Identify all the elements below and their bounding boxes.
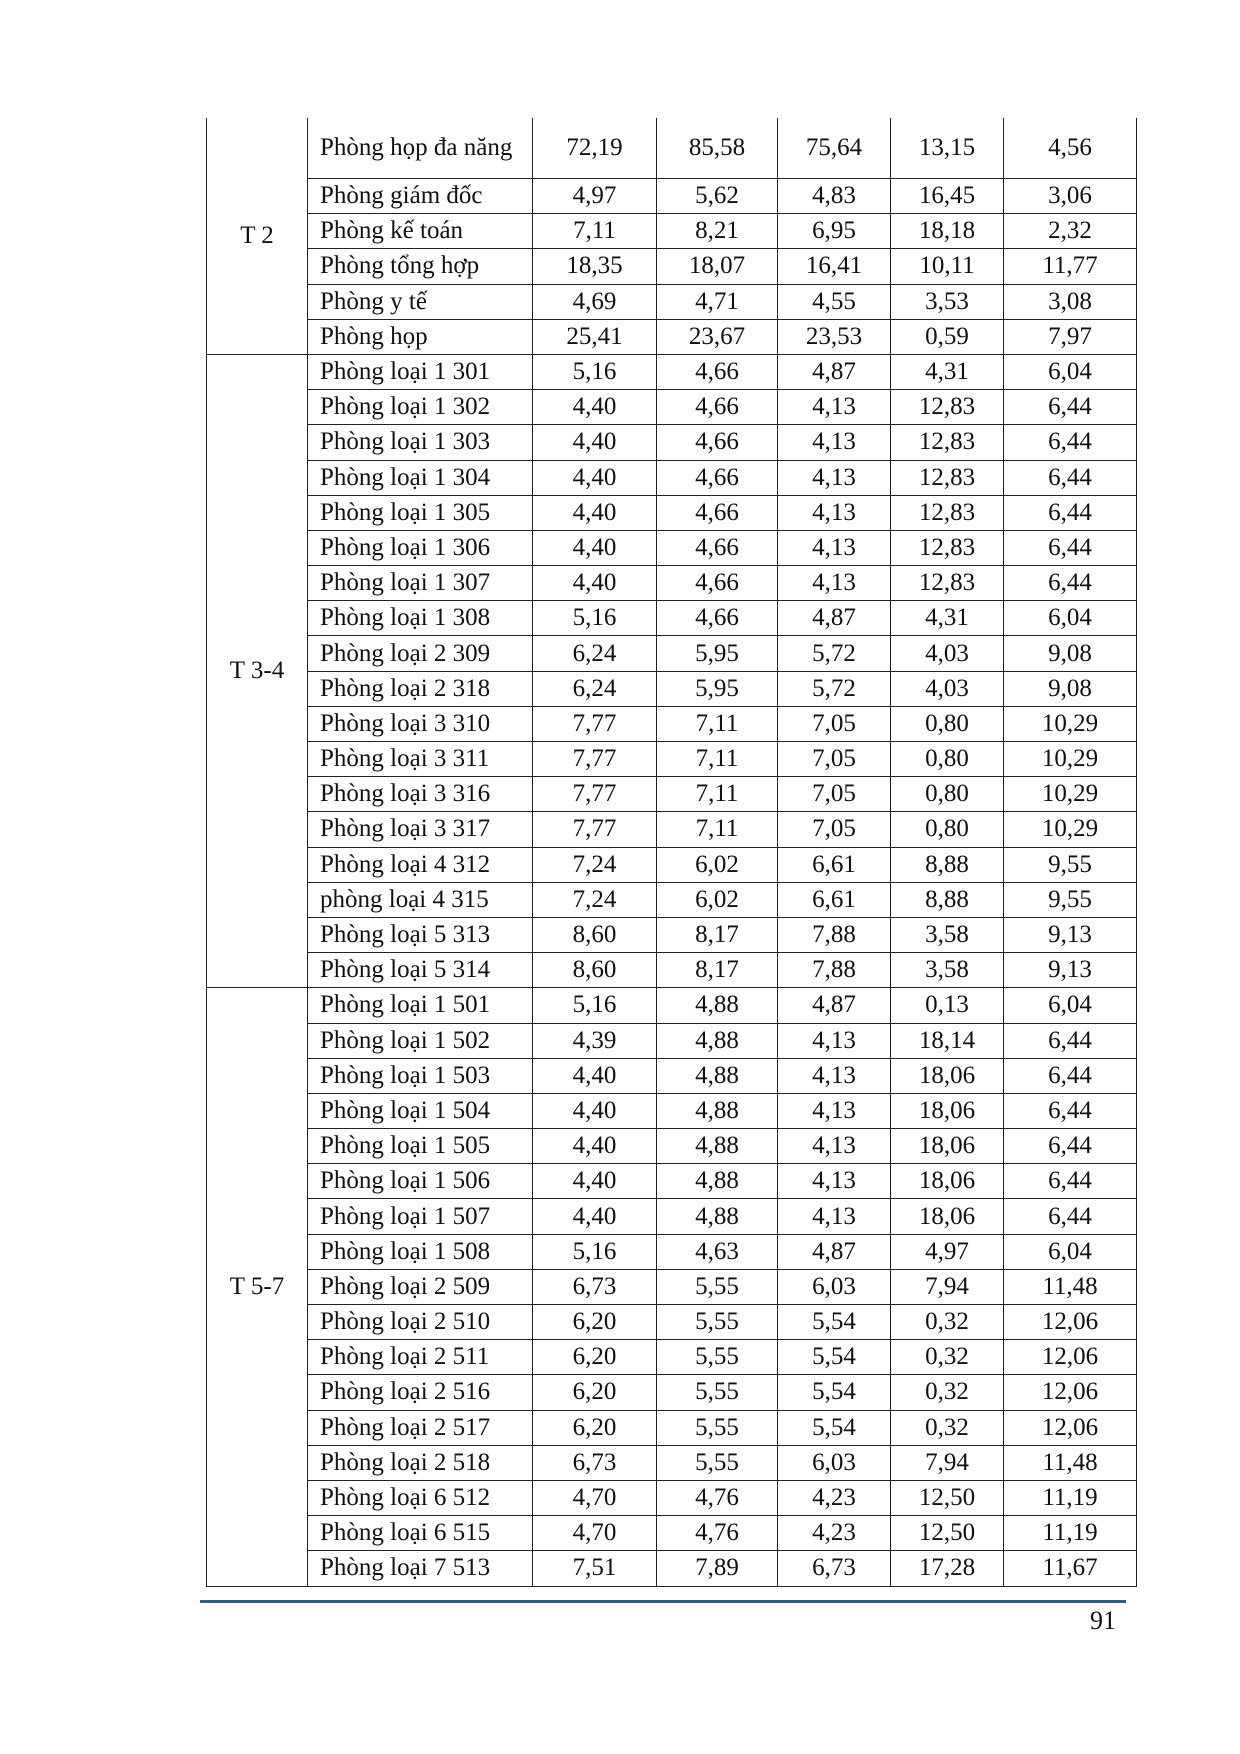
table-row (207, 1516, 1137, 1551)
value-cell: 6,44 (1004, 566, 1137, 601)
table-row (207, 812, 1137, 847)
value-cell: 4,55 (778, 284, 891, 319)
value-cell: 4,88 (657, 988, 778, 1023)
value-cell: 18,06 (891, 1058, 1004, 1093)
room-name-cell: Phòng loại 1 305 (308, 495, 533, 530)
room-name-cell: Phòng loại 2 318 (308, 671, 533, 706)
value-cell: 7,94 (891, 1269, 1004, 1304)
value-cell: 6,73 (778, 1551, 891, 1586)
table-row (207, 1340, 1137, 1375)
value-cell: 7,05 (778, 742, 891, 777)
value-cell: 12,06 (1004, 1305, 1137, 1340)
value-cell: 18,18 (891, 214, 1004, 249)
value-cell: 11,19 (1004, 1516, 1137, 1551)
room-name-cell: Phòng loại 3 310 (308, 706, 533, 741)
value-cell: 11,48 (1004, 1445, 1137, 1480)
value-cell: 4,40 (533, 390, 657, 425)
value-cell: 6,04 (1004, 601, 1137, 636)
value-cell: 11,48 (1004, 1269, 1137, 1304)
value-cell: 6,02 (657, 847, 778, 882)
room-name-cell: Phòng loại 1 303 (308, 425, 533, 460)
value-cell: 6,04 (1004, 354, 1137, 389)
room-name-cell: Phòng loại 3 317 (308, 812, 533, 847)
room-name-cell: Phòng loại 1 501 (308, 988, 533, 1023)
table-row (207, 354, 1137, 389)
room-name-cell: Phòng loại 2 509 (308, 1269, 533, 1304)
room-name-cell: Phòng loại 1 505 (308, 1129, 533, 1164)
value-cell: 4,88 (657, 1023, 778, 1058)
table-row (207, 1375, 1137, 1410)
value-cell: 5,72 (778, 671, 891, 706)
table-row (207, 1093, 1137, 1128)
room-name-cell: Phòng giám đốc (308, 179, 533, 214)
value-cell: 12,83 (891, 425, 1004, 460)
table-row (207, 917, 1137, 952)
value-cell: 8,60 (533, 917, 657, 952)
value-cell: 6,20 (533, 1305, 657, 1340)
value-cell: 4,31 (891, 601, 1004, 636)
value-cell: 3,58 (891, 953, 1004, 988)
value-cell: 5,55 (657, 1340, 778, 1375)
value-cell: 5,62 (657, 179, 778, 214)
value-cell: 3,06 (1004, 179, 1137, 214)
value-cell: 4,13 (778, 530, 891, 565)
value-cell: 6,24 (533, 636, 657, 671)
value-cell: 9,08 (1004, 636, 1137, 671)
value-cell: 4,13 (778, 1199, 891, 1234)
value-cell: 7,11 (657, 812, 778, 847)
value-cell: 0,13 (891, 988, 1004, 1023)
room-name-cell: Phòng loại 6 515 (308, 1516, 533, 1551)
table-row (207, 742, 1137, 777)
room-name-cell: Phòng loại 1 502 (308, 1023, 533, 1058)
footer-rule (200, 1600, 1126, 1603)
value-cell: 4,13 (778, 1129, 891, 1164)
value-cell: 23,67 (657, 319, 778, 354)
value-cell: 7,88 (778, 917, 891, 952)
table-row (207, 460, 1137, 495)
value-cell: 5,55 (657, 1410, 778, 1445)
value-cell: 0,32 (891, 1340, 1004, 1375)
value-cell: 0,80 (891, 812, 1004, 847)
table-row (207, 214, 1137, 249)
value-cell: 8,60 (533, 953, 657, 988)
room-name-cell: Phòng loại 2 309 (308, 636, 533, 671)
value-cell: 7,77 (533, 777, 657, 812)
value-cell: 5,55 (657, 1305, 778, 1340)
table-row (207, 425, 1137, 460)
value-cell: 12,83 (891, 566, 1004, 601)
value-cell: 4,56 (1004, 118, 1137, 179)
table-row (207, 777, 1137, 812)
table-row (207, 495, 1137, 530)
value-cell: 6,20 (533, 1375, 657, 1410)
room-name-cell: Phòng loại 1 301 (308, 354, 533, 389)
value-cell: 17,28 (891, 1551, 1004, 1586)
value-cell: 4,66 (657, 530, 778, 565)
value-cell: 4,40 (533, 1093, 657, 1128)
table-row (207, 1164, 1137, 1199)
value-cell: 5,55 (657, 1445, 778, 1480)
value-cell: 18,06 (891, 1129, 1004, 1164)
value-cell: 12,83 (891, 460, 1004, 495)
value-cell: 6,44 (1004, 1164, 1137, 1199)
value-cell: 4,40 (533, 1199, 657, 1234)
value-cell: 0,32 (891, 1375, 1004, 1410)
value-cell: 4,40 (533, 1129, 657, 1164)
value-cell: 12,06 (1004, 1340, 1137, 1375)
value-cell: 4,88 (657, 1129, 778, 1164)
table-row (207, 988, 1137, 1023)
value-cell: 4,76 (657, 1516, 778, 1551)
value-cell: 6,44 (1004, 1093, 1137, 1128)
table-row (207, 1269, 1137, 1304)
value-cell: 4,76 (657, 1480, 778, 1515)
value-cell: 5,16 (533, 601, 657, 636)
value-cell: 5,55 (657, 1269, 778, 1304)
floor-group-label: T 5-7 (207, 988, 308, 1586)
value-cell: 0,80 (891, 777, 1004, 812)
value-cell: 5,16 (533, 1234, 657, 1269)
room-name-cell: Phòng loại 1 504 (308, 1093, 533, 1128)
value-cell: 6,04 (1004, 1234, 1137, 1269)
value-cell: 5,55 (657, 1375, 778, 1410)
value-cell: 4,87 (778, 601, 891, 636)
room-name-cell: Phòng loại 2 517 (308, 1410, 533, 1445)
value-cell: 6,04 (1004, 988, 1137, 1023)
value-cell: 4,40 (533, 530, 657, 565)
table-row (207, 1445, 1137, 1480)
value-cell: 23,53 (778, 319, 891, 354)
room-name-cell: Phòng loại 3 311 (308, 742, 533, 777)
value-cell: 4,87 (778, 988, 891, 1023)
value-cell: 8,88 (891, 882, 1004, 917)
table-row (207, 530, 1137, 565)
value-cell: 7,89 (657, 1551, 778, 1586)
value-cell: 5,54 (778, 1340, 891, 1375)
value-cell: 4,03 (891, 636, 1004, 671)
value-cell: 4,13 (778, 1093, 891, 1128)
value-cell: 0,32 (891, 1410, 1004, 1445)
value-cell: 6,73 (533, 1269, 657, 1304)
value-cell: 7,24 (533, 882, 657, 917)
value-cell: 85,58 (657, 118, 778, 179)
value-cell: 4,97 (891, 1234, 1004, 1269)
value-cell: 5,95 (657, 636, 778, 671)
room-name-cell: Phòng loại 2 510 (308, 1305, 533, 1340)
value-cell: 4,87 (778, 354, 891, 389)
room-name-cell: Phòng loại 1 503 (308, 1058, 533, 1093)
table-row (207, 671, 1137, 706)
floor-group-label: T 2 (207, 118, 308, 354)
room-name-cell: Phòng họp (308, 319, 533, 354)
value-cell: 4,88 (657, 1164, 778, 1199)
value-cell: 4,88 (657, 1199, 778, 1234)
value-cell: 4,13 (778, 460, 891, 495)
value-cell: 6,61 (778, 847, 891, 882)
value-cell: 4,66 (657, 390, 778, 425)
value-cell: 4,87 (778, 1234, 891, 1269)
value-cell: 0,80 (891, 742, 1004, 777)
value-cell: 4,13 (778, 566, 891, 601)
table-row (207, 601, 1137, 636)
table-row (207, 882, 1137, 917)
value-cell: 4,40 (533, 495, 657, 530)
value-cell: 6,02 (657, 882, 778, 917)
value-cell: 7,51 (533, 1551, 657, 1586)
value-cell: 4,66 (657, 601, 778, 636)
value-cell: 12,83 (891, 390, 1004, 425)
value-cell: 3,08 (1004, 284, 1137, 319)
value-cell: 12,83 (891, 530, 1004, 565)
table-row (207, 1551, 1137, 1586)
value-cell: 7,11 (657, 777, 778, 812)
value-cell: 4,66 (657, 460, 778, 495)
value-cell: 6,44 (1004, 1129, 1137, 1164)
value-cell: 4,71 (657, 284, 778, 319)
table-row (207, 1129, 1137, 1164)
value-cell: 7,11 (657, 742, 778, 777)
value-cell: 7,05 (778, 812, 891, 847)
value-cell: 18,14 (891, 1023, 1004, 1058)
room-name-cell: Phòng loại 1 306 (308, 530, 533, 565)
value-cell: 12,06 (1004, 1375, 1137, 1410)
value-cell: 4,13 (778, 1164, 891, 1199)
value-cell: 5,54 (778, 1410, 891, 1445)
value-cell: 9,08 (1004, 671, 1137, 706)
value-cell: 10,11 (891, 249, 1004, 284)
value-cell: 72,19 (533, 118, 657, 179)
value-cell: 8,88 (891, 847, 1004, 882)
table-row (207, 1199, 1137, 1234)
room-name-cell: phòng loại 4 315 (308, 882, 533, 917)
value-cell: 6,61 (778, 882, 891, 917)
value-cell: 6,24 (533, 671, 657, 706)
table-row (207, 390, 1137, 425)
room-name-cell: Phòng loại 2 516 (308, 1375, 533, 1410)
value-cell: 6,44 (1004, 1023, 1137, 1058)
table-row (207, 284, 1137, 319)
table-row (207, 1058, 1137, 1093)
value-cell: 11,67 (1004, 1551, 1137, 1586)
value-cell: 6,95 (778, 214, 891, 249)
table-row (207, 1480, 1137, 1515)
value-cell: 5,72 (778, 636, 891, 671)
value-cell: 4,23 (778, 1516, 891, 1551)
table-row (207, 1234, 1137, 1269)
value-cell: 0,59 (891, 319, 1004, 354)
value-cell: 7,05 (778, 706, 891, 741)
value-cell: 7,11 (533, 214, 657, 249)
value-cell: 5,54 (778, 1305, 891, 1340)
room-name-cell: Phòng loại 5 313 (308, 917, 533, 952)
table-row (207, 249, 1137, 284)
room-name-cell: Phòng tổng hợp (308, 249, 533, 284)
value-cell: 4,70 (533, 1516, 657, 1551)
value-cell: 8,17 (657, 917, 778, 952)
room-name-cell: Phòng kế toán (308, 214, 533, 249)
value-cell: 9,13 (1004, 917, 1137, 952)
value-cell: 11,77 (1004, 249, 1137, 284)
value-cell: 18,06 (891, 1199, 1004, 1234)
table-row (207, 1410, 1137, 1445)
value-cell: 6,44 (1004, 1199, 1137, 1234)
value-cell: 4,40 (533, 1058, 657, 1093)
value-cell: 4,40 (533, 566, 657, 601)
value-cell: 7,88 (778, 953, 891, 988)
table-row (207, 636, 1137, 671)
value-cell: 9,13 (1004, 953, 1137, 988)
value-cell: 4,23 (778, 1480, 891, 1515)
value-cell: 6,03 (778, 1445, 891, 1480)
value-cell: 12,83 (891, 495, 1004, 530)
value-cell: 4,03 (891, 671, 1004, 706)
room-name-cell: Phòng loại 1 507 (308, 1199, 533, 1234)
room-name-cell: Phòng y tế (308, 284, 533, 319)
value-cell: 11,19 (1004, 1480, 1137, 1515)
value-cell: 4,40 (533, 425, 657, 460)
table-row (207, 706, 1137, 741)
value-cell: 7,94 (891, 1445, 1004, 1480)
value-cell: 7,77 (533, 742, 657, 777)
value-cell: 4,13 (778, 425, 891, 460)
value-cell: 7,24 (533, 847, 657, 882)
data-table (206, 118, 1137, 1587)
room-name-cell: Phòng loại 3 316 (308, 777, 533, 812)
value-cell: 6,44 (1004, 425, 1137, 460)
value-cell: 4,13 (778, 390, 891, 425)
room-name-cell: Phòng họp đa năng (308, 118, 533, 179)
value-cell: 10,29 (1004, 742, 1137, 777)
floor-group-label: T 3-4 (207, 354, 308, 987)
value-cell: 10,29 (1004, 812, 1137, 847)
room-name-cell: Phòng loại 1 506 (308, 1164, 533, 1199)
value-cell: 16,41 (778, 249, 891, 284)
value-cell: 10,29 (1004, 706, 1137, 741)
value-cell: 2,32 (1004, 214, 1137, 249)
value-cell: 6,44 (1004, 495, 1137, 530)
value-cell: 4,88 (657, 1058, 778, 1093)
room-name-cell: Phòng loại 5 314 (308, 953, 533, 988)
value-cell: 12,06 (1004, 1410, 1137, 1445)
value-cell: 4,88 (657, 1093, 778, 1128)
value-cell: 7,77 (533, 812, 657, 847)
value-cell: 4,31 (891, 354, 1004, 389)
value-cell: 5,54 (778, 1375, 891, 1410)
value-cell: 5,16 (533, 988, 657, 1023)
value-cell: 4,97 (533, 179, 657, 214)
value-cell: 4,70 (533, 1480, 657, 1515)
value-cell: 13,15 (891, 118, 1004, 179)
room-name-cell: Phòng loại 1 307 (308, 566, 533, 601)
value-cell: 8,21 (657, 214, 778, 249)
value-cell: 18,06 (891, 1093, 1004, 1128)
value-cell: 4,39 (533, 1023, 657, 1058)
value-cell: 4,66 (657, 425, 778, 460)
room-name-cell: Phòng loại 2 511 (308, 1340, 533, 1375)
value-cell: 6,03 (778, 1269, 891, 1304)
value-cell: 4,40 (533, 460, 657, 495)
value-cell: 4,69 (533, 284, 657, 319)
value-cell: 75,64 (778, 118, 891, 179)
value-cell: 18,07 (657, 249, 778, 284)
room-name-cell: Phòng loại 1 302 (308, 390, 533, 425)
value-cell: 6,20 (533, 1340, 657, 1375)
value-cell: 5,95 (657, 671, 778, 706)
value-cell: 4,40 (533, 1164, 657, 1199)
value-cell: 5,16 (533, 354, 657, 389)
room-name-cell: Phòng loại 6 512 (308, 1480, 533, 1515)
table-row (207, 953, 1137, 988)
table-row (207, 118, 1137, 179)
value-cell: 6,73 (533, 1445, 657, 1480)
value-cell: 25,41 (533, 319, 657, 354)
value-cell: 6,44 (1004, 390, 1137, 425)
room-name-cell: Phòng loại 7 513 (308, 1551, 533, 1586)
page-number: 91 (1090, 1606, 1116, 1635)
value-cell: 9,55 (1004, 847, 1137, 882)
value-cell: 4,13 (778, 1023, 891, 1058)
value-cell: 8,17 (657, 953, 778, 988)
table-row (207, 847, 1137, 882)
value-cell: 10,29 (1004, 777, 1137, 812)
value-cell: 6,44 (1004, 460, 1137, 495)
room-name-cell: Phòng loại 1 304 (308, 460, 533, 495)
table-body (207, 118, 1137, 1586)
value-cell: 18,35 (533, 249, 657, 284)
value-cell: 7,77 (533, 706, 657, 741)
value-cell: 4,13 (778, 495, 891, 530)
room-name-cell: Phòng loại 4 312 (308, 847, 533, 882)
value-cell: 6,44 (1004, 530, 1137, 565)
table-row (207, 1023, 1137, 1058)
value-cell: 16,45 (891, 179, 1004, 214)
table-row (207, 319, 1137, 354)
value-cell: 9,55 (1004, 882, 1137, 917)
room-name-cell: Phòng loại 2 518 (308, 1445, 533, 1480)
table-row (207, 566, 1137, 601)
value-cell: 12,50 (891, 1516, 1004, 1551)
value-cell: 3,58 (891, 917, 1004, 952)
value-cell: 4,63 (657, 1234, 778, 1269)
value-cell: 12,50 (891, 1480, 1004, 1515)
value-cell: 4,66 (657, 354, 778, 389)
table-row (207, 179, 1137, 214)
value-cell: 0,32 (891, 1305, 1004, 1340)
value-cell: 6,44 (1004, 1058, 1137, 1093)
value-cell: 7,97 (1004, 319, 1137, 354)
value-cell: 4,66 (657, 566, 778, 601)
value-cell: 6,20 (533, 1410, 657, 1445)
value-cell: 4,83 (778, 179, 891, 214)
room-name-cell: Phòng loại 1 308 (308, 601, 533, 636)
value-cell: 7,05 (778, 777, 891, 812)
value-cell: 3,53 (891, 284, 1004, 319)
value-cell: 0,80 (891, 706, 1004, 741)
value-cell: 7,11 (657, 706, 778, 741)
table-row (207, 1305, 1137, 1340)
value-cell: 4,13 (778, 1058, 891, 1093)
room-name-cell: Phòng loại 1 508 (308, 1234, 533, 1269)
value-cell: 4,66 (657, 495, 778, 530)
value-cell: 18,06 (891, 1164, 1004, 1199)
